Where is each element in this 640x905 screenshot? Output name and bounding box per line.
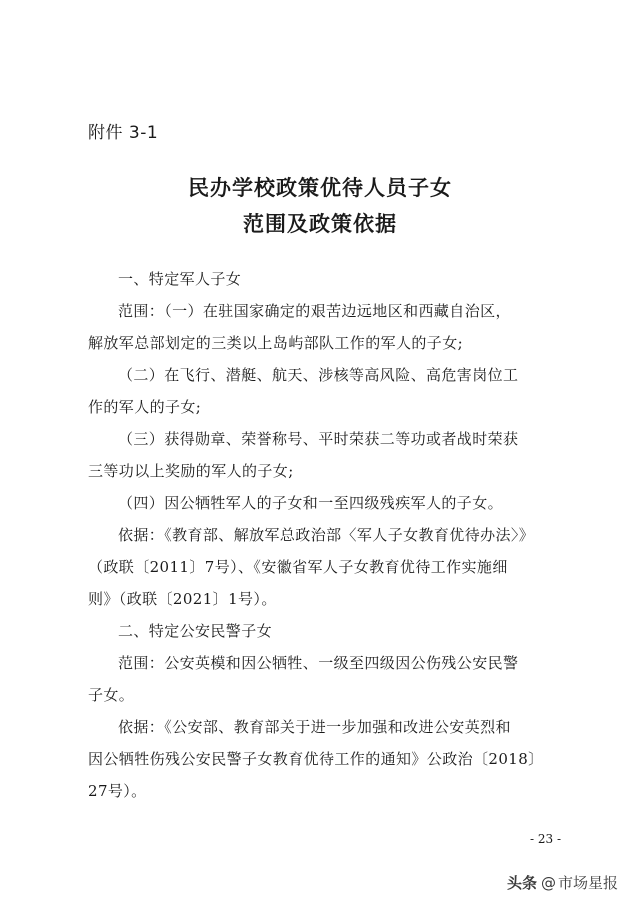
title-line-1: 民办学校政策优待人员子女 — [188, 175, 452, 200]
body-line: （政联〔2011〕7号）、《安徽省军人子女教育优待工作实施细 — [88, 558, 508, 576]
body-line: 作的军人的子女; — [88, 398, 202, 416]
body-line: 子女。 — [88, 686, 135, 704]
body-line: 解放军总部划定的三类以上岛屿部队工作的军人的子女; — [88, 334, 464, 352]
body-line: 依据：《教育部、解放军总政治部〈军人子女教育优待办法〉》 — [118, 526, 535, 544]
body-line: 27号）。 — [88, 782, 147, 800]
body-line: （二）在飞行、潜艇、航天、涉核等高风险、高危害岗位工 — [118, 366, 519, 384]
body-line: 范围：（一）在驻国家确定的艰苦边远地区和西藏自治区， — [118, 302, 511, 320]
section-heading-military: 一、特定军人子女 — [118, 270, 242, 288]
watermark — [507, 872, 618, 893]
body-line: 依据：《公安部、教育部关于进一步加强和改进公安英烈和 — [118, 718, 511, 736]
section-heading-police: 二、特定公安民警子女 — [118, 622, 273, 640]
body-line: 因公牺牲伤残公安民警子女教育优待工作的通知》公政治〔2018〕 — [88, 750, 544, 768]
document-title — [0, 170, 640, 242]
body-line: 则》（政联〔2021〕1号）。 — [88, 590, 277, 608]
title-line-2: 范围及政策依据 — [243, 211, 397, 236]
body-line: 三等功以上奖励的军人的子女; — [88, 462, 294, 480]
attachment-label: 附件 3-1 — [88, 123, 159, 143]
watermark-brand: 头条 — [506, 874, 537, 892]
page-number: - 23 - — [530, 832, 562, 846]
body-line: 范围：公安英模和因公牺牲、一级至四级因公伤残公安民警 — [118, 654, 519, 672]
at-icon: @ — [540, 873, 556, 892]
body-line: （三）获得勋章、荣誉称号、平时荣获二等功或者战时荣获 — [118, 430, 519, 448]
watermark-account: 市场星报 — [557, 874, 618, 892]
body-line: （四）因公牺牲军人的子女和一至四级残疾军人的子女。 — [118, 494, 504, 512]
